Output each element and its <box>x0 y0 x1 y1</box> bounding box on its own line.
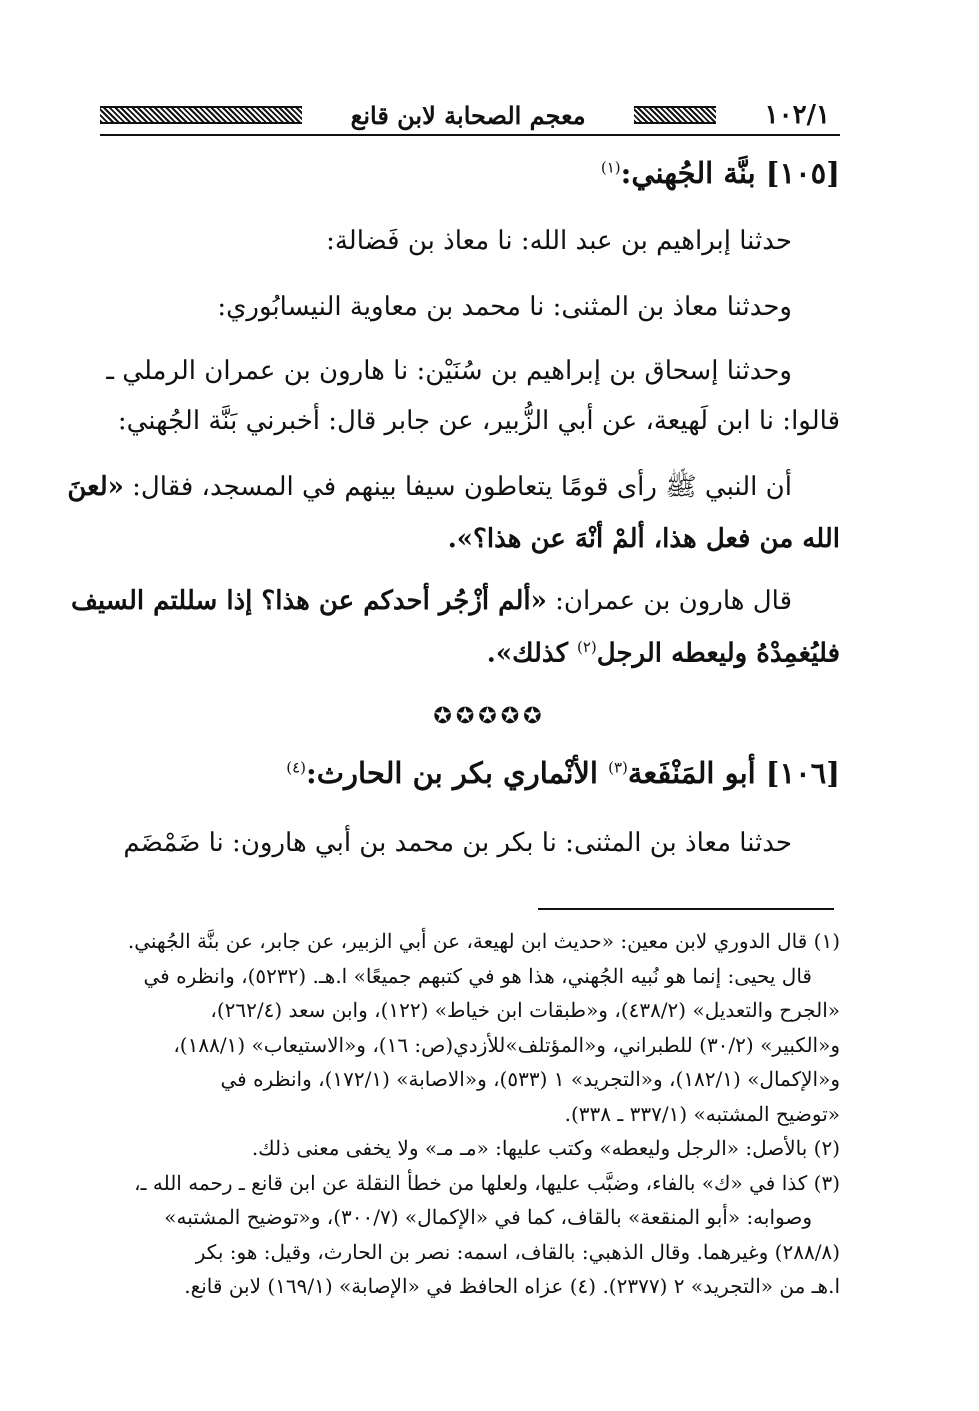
isnad-line-4: قالوا: نا ابن لَهيعة، عن أبي الزُّبير، عن جابر قال: أخبرني بَنَّة الجُهني: <box>117 406 840 436</box>
isnad-line-2: وحدثنا معاذ بن المثنى: نا محمد بن معاوية النيسابُوري: <box>217 292 792 322</box>
footnote-line: وصوابه: «أبو المنقعة» بالقاف، كما في «الإكمال» (٣٠٠/٧)، و«توضيح المشتبه» <box>164 1205 812 1229</box>
hadith-text: أن النبي ﷺ رأى قومًا يتعاطون سيفا بينهم في المسجد، فقال: <box>132 472 792 502</box>
footnote-line: (٢٨٨/٨) وغيرهما. وقال الذهبي: بالقاف، اسمه: نصر بن الحارث، وقيل: هو: بكر <box>195 1239 840 1264</box>
hadith-line-1 <box>67 470 840 508</box>
header-rule <box>100 134 840 136</box>
entry-106-title-b: الأنْماري بكر بن الحارث: <box>306 756 609 790</box>
hadith-line-2: الله من فعل هذا، ألمْ أنْهَ عن هذا؟». <box>447 524 840 554</box>
footnote-line: و«الإكمال» (١٨٢/١)، و«التجريد» ١ (٥٣٣)، و«الاصابة» (١٧٢/١)، وانظره في <box>220 1067 840 1091</box>
entry-105-title: [١٠٥] بنَّة الجُهني: <box>620 156 840 190</box>
entry-106-heading <box>100 756 840 790</box>
footnote-ref-4: (٤) <box>286 758 307 777</box>
isnad-line-1: حدثنا إبراهيم بن عبد الله: نا معاذ بن فَضالة: <box>326 226 792 256</box>
footnote-line: (٣) كذا في «ك» بالفاء، وضبَّب عليها، ولعلها من خطأ النقلة عن ابن قانع ـ رحمه الله ـ، <box>134 1170 840 1195</box>
footnote-line: (٢) بالأصل: «الرجل وليعطه» وكتب عليها: «مـ مـ» ولا يخفى معنى ذلك. <box>251 1136 840 1160</box>
footnote-ref-1: (١) <box>600 158 621 177</box>
entry-106-isnad: حدثنا معاذ بن المثنى: نا بكر بن محمد بن أبي هارون: نا ضَمْضَم <box>123 828 792 858</box>
footnote-line: و«الكبير» (٣٠/٢) للطبراني، و«المؤتلف»للأزدي(ص: ١٦)، و«الاستيعاب» (١٨٨/١)، <box>173 1032 840 1057</box>
header-ornament-middle <box>634 106 716 124</box>
page-number: ١٠٢/١ <box>764 100 830 130</box>
book-title: معجم الصحابة لابن قانع <box>350 100 586 130</box>
footnote-separator <box>538 908 834 910</box>
entry-106-title-a: [١٠٦] أبو المَنْفَعة <box>627 756 840 790</box>
quote-line-1 <box>71 586 840 616</box>
isnad-line-3: وحدثنا إسحاق بن إبراهيم بن سُنَيْن: نا هارون بن عمران الرملي ـ <box>106 356 792 386</box>
quote-line-2 <box>100 638 840 669</box>
footnote-line: قال يحيى: إنما هو نُبيه الجُهني، هذا هو في كتبهم جميعًا» ا.هـ. (٥٢٣٢)، وانظره في <box>143 963 812 988</box>
footnote-ref-3: (٣) <box>608 758 628 777</box>
footnotes <box>100 924 840 1304</box>
quote-intro: قال هارون بن عمران: <box>555 586 792 616</box>
footnote-line: (١) قال الدوري لابن معين: «حديث ابن لهيعة، عن أبي الزبير، عن جابر، عن بنَّة الجُهني. <box>127 929 840 953</box>
section-separator: ✪✪✪✪✪ <box>433 704 546 729</box>
footnote-line: «توضيح المشتبه» (٣٣٧/١ ـ ٣٣٨). <box>564 1101 840 1126</box>
quote-text-cont: فليُغمِدْهُ وليعطه الرجل <box>596 638 840 669</box>
entry-105-heading <box>100 156 840 190</box>
footnote-line: «الجرح والتعديل» (٤٣٨/٢)، و«طبقات ابن خياط» (١٢٢)، وابن سعد (٢٦٢/٤)، <box>210 998 840 1022</box>
footnote-line: ا.هـ من «التجريد» ٢ (٢٣٧٧). (٤) عزاه الحافظ في «الإصابة» (١٦٩/١) لابن قانع. <box>184 1274 840 1298</box>
hadith-quote-start: «لعنَ <box>67 472 124 502</box>
footnote-ref-2: (٢) <box>577 638 597 656</box>
quote-text-end: كذلك». <box>486 638 577 669</box>
quote-text: «ألم أزْجُر أحدكم عن هذا؟ إذا سللتم السيف <box>71 586 547 616</box>
running-header <box>100 98 840 132</box>
header-ornament-left <box>100 106 302 124</box>
